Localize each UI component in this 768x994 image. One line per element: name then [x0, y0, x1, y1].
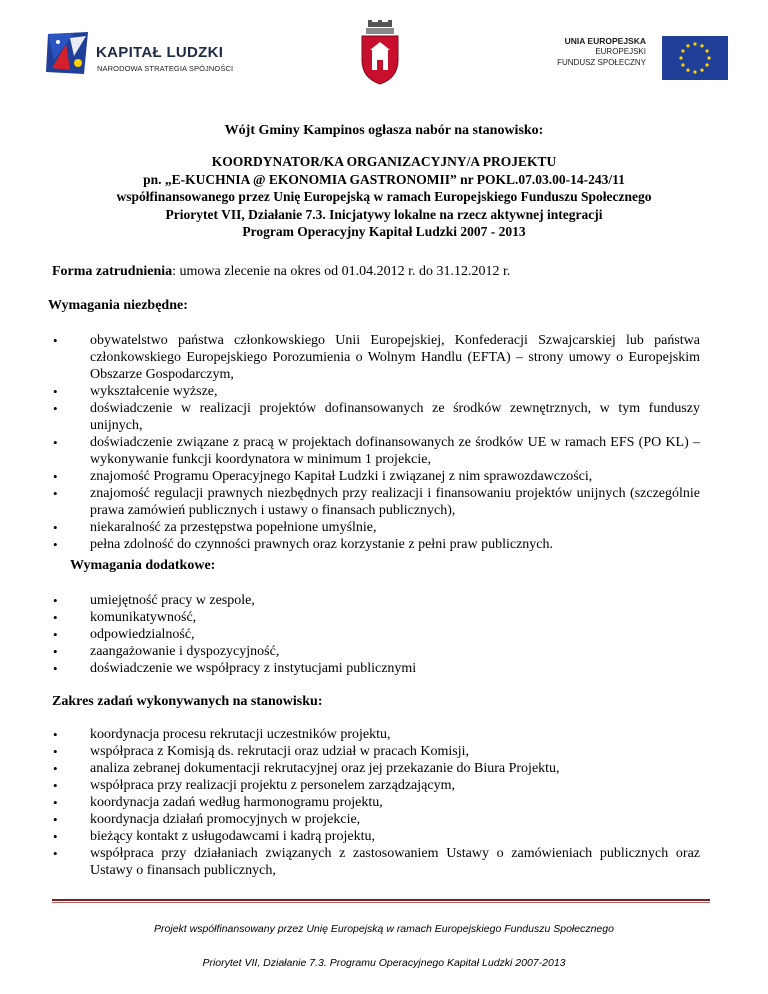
- title-line: Program Operacyjny Kapitał Ludzki 2007 - 2013: [242, 224, 526, 239]
- title-line: współfinansowanego przez Unię Europejską w ramach Europejskiego Funduszu Społecznego: [116, 189, 652, 204]
- kapital-ludzki-subtitle: NARODOWA STRATEGIA SPÓJNOŚCI: [97, 64, 234, 73]
- title-line: KOORDYNATOR/KA ORGANIZACYJNY/A PROJEKTU: [211, 154, 557, 169]
- footer-line1: Projekt współfinansowany przez Unię Europejską w ramach Europejskiego Funduszu Społecznego: [154, 923, 614, 935]
- eu-flag-icon: [662, 36, 728, 80]
- coat-of-arms-icon: [356, 20, 404, 86]
- kapital-ludzki-logo: [44, 30, 274, 86]
- announcement: Wójt Gminy Kampinos ogłasza nabór na stanowisko:: [224, 123, 544, 138]
- list-item: • bieżący kontakt z usługodawcami i kadrą projektu,: [50, 828, 700, 845]
- required-heading: Wymagania niezbędne:: [48, 298, 188, 313]
- footer-divider: [52, 899, 710, 901]
- duties-heading: Zakres zadań wykonywanych na stanowisku:: [52, 694, 323, 709]
- duties-list: [50, 726, 700, 879]
- list-item: • współpraca z Komisją ds. rekrutacji oraz udział w pracach Komisji,: [50, 743, 700, 760]
- required-list: [50, 332, 700, 553]
- list-item: • koordynacja zadań według harmonogramu projektu,: [50, 794, 700, 811]
- gmina-coat-of-arms: [356, 20, 404, 86]
- additional-heading: Wymagania dodatkowe:: [70, 558, 216, 573]
- list-item: • odpowiedzialność,: [50, 626, 700, 643]
- kapital-ludzki-emblem-icon: [44, 30, 92, 78]
- additional-list: [50, 592, 700, 677]
- list-item: • znajomość Programu Operacyjnego Kapitał Ludzki i związanej z nim sprawozdawczości,: [50, 468, 700, 485]
- list-item: • doświadczenie związane z pracą w projektach dofinansowanych ze środków UE w ramach EFS (PO KL) – wykonywanie funkcji koordynatora w minimum 1 projekcie,: [50, 434, 700, 468]
- list-item: • wykształcenie wyższe,: [50, 383, 700, 400]
- employment-label: Forma zatrudnienia: [52, 264, 173, 279]
- list-item: • koordynacja procesu rekrutacji uczestników projektu,: [50, 726, 700, 743]
- employment-form: [52, 264, 510, 280]
- list-item: • pełna zdolność do czynności prawnych oraz korzystanie z pełni praw publicznych.: [50, 536, 700, 553]
- footer-divider-thin: [52, 902, 710, 903]
- footer-line2: Priorytet VII, Działanie 7.3. Programu Operacyjnego Kapitał Ludzki 2007-2013: [202, 957, 566, 969]
- eu-efs-logo: [558, 36, 728, 80]
- list-item: • zaangażowanie i dyspozycyjność,: [50, 643, 700, 660]
- list-item: • obywatelstwo państwa członkowskiego Unii Europejskiej, Konfederacji Szwajcarskiej lub państwa członkowskiego Europejskiego Porozumienia o Wolnym Handlu (EFTA) – strony umowy o Europejskim Obszarze Gospodarczym,: [50, 332, 700, 383]
- list-item: • współpraca przy realizacji projektu z personelem zarządzającym,: [50, 777, 700, 794]
- eu-line1: UNIA EUROPEJSKA: [564, 36, 646, 46]
- list-item: • umiejętność pracy w zespole,: [50, 592, 700, 609]
- eu-line2: EUROPEJSKI: [595, 47, 646, 56]
- list-item: • współpraca przy działaniach związanych z zastosowaniem Ustawy o zamówieniach publicznych oraz Ustawy o finansach publicznych,: [50, 845, 700, 879]
- list-item: • niekaralność za przestępstwa popełnione umyślnie,: [50, 519, 700, 536]
- list-item: • doświadczenie we współpracy z instytucjami publicznymi: [50, 660, 700, 677]
- position-title-block: [0, 153, 768, 241]
- list-item: • koordynacja działań promocyjnych w projekcie,: [50, 811, 700, 828]
- title-line: Priorytet VII, Działanie 7.3. Inicjatywy lokalne na rzecz aktywnej integracji: [165, 206, 603, 222]
- list-item: • doświadczenie w realizacji projektów dofinansowanych ze środków zewnętrznych, w tym funduszy unijnych,: [50, 400, 700, 434]
- kapital-ludzki-title: KAPITAŁ LUDZKI: [96, 44, 224, 61]
- employment-value: : umowa zlecenie na okres od 01.04.2012 r. do 31.12.2012 r.: [172, 264, 511, 279]
- list-item: • znajomość regulacji prawnych niezbędnych przy realizacji i finansowaniu projektów unijnych (szczególnie prawa zamówień publicznych i ustawy o finansach publicznych),: [50, 485, 700, 519]
- title-line: pn. „E-KUCHNIA @ EKONOMIA GASTRONOMII” nr POKL.07.03.00-14-243/11: [143, 171, 625, 187]
- list-item: • komunikatywność,: [50, 609, 700, 626]
- eu-line3: FUNDUSZ SPOŁECZNY: [557, 57, 646, 67]
- list-item: • analiza zebranej dokumentacji rekrutacyjnej oraz jej przekazanie do Biura Projektu,: [50, 760, 700, 777]
